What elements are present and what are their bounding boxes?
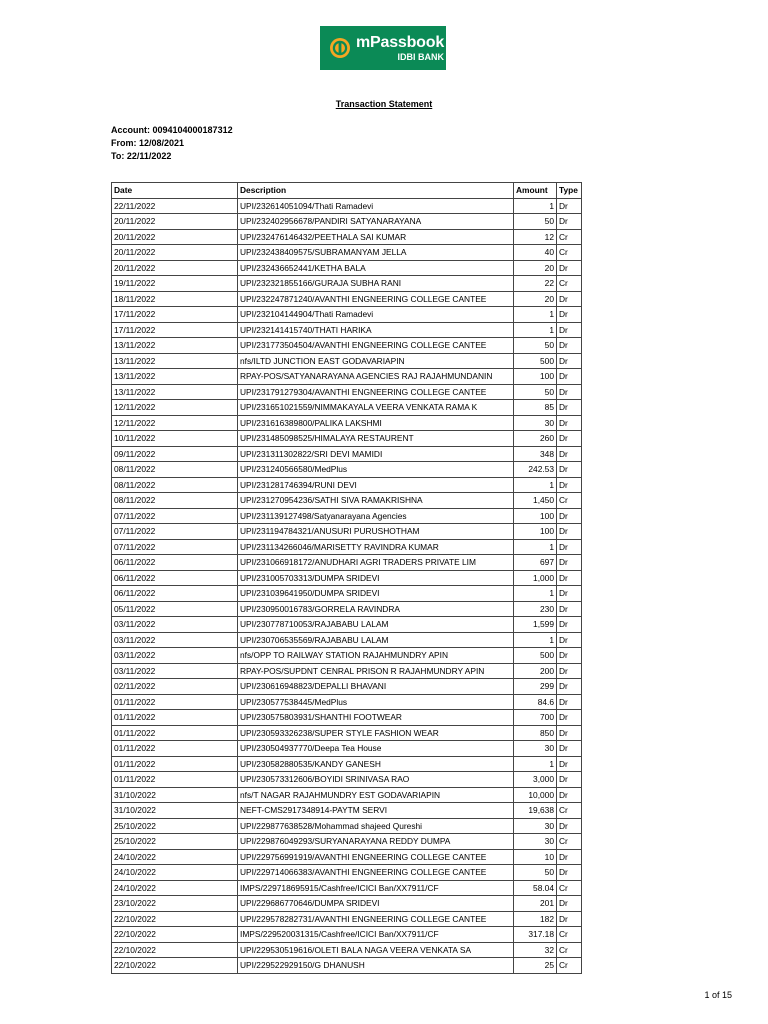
cell-date: 22/11/2022 bbox=[112, 198, 238, 214]
cell-type: Cr bbox=[557, 493, 582, 509]
cell-type: Dr bbox=[557, 911, 582, 927]
table-row bbox=[112, 880, 582, 896]
cell-date: 01/11/2022 bbox=[112, 725, 238, 741]
cell-date: 10/11/2022 bbox=[112, 431, 238, 447]
cell-type: Dr bbox=[557, 369, 582, 385]
cell-amount: 85 bbox=[514, 400, 557, 416]
cell-amount: 30 bbox=[514, 741, 557, 757]
cell-date: 20/11/2022 bbox=[112, 260, 238, 276]
cell-type: Dr bbox=[557, 570, 582, 586]
cell-description: UPI/229530519616/OLETI BALA NAGA VEERA VENKATA SA bbox=[238, 942, 514, 958]
cell-description: UPI/229756991919/AVANTHI ENGNEERING COLLEGE CANTEE bbox=[238, 849, 514, 865]
table-row bbox=[112, 694, 582, 710]
cell-date: 22/10/2022 bbox=[112, 942, 238, 958]
cell-amount: 1,000 bbox=[514, 570, 557, 586]
cell-type: Cr bbox=[557, 942, 582, 958]
cell-amount: 40 bbox=[514, 245, 557, 261]
cell-description: nfs/ILTD JUNCTION EAST GODAVARIAPIN bbox=[238, 353, 514, 369]
cell-amount: 100 bbox=[514, 524, 557, 540]
cell-type: Dr bbox=[557, 400, 582, 416]
from-date: From: 12/08/2021 bbox=[111, 138, 185, 148]
table-row bbox=[112, 229, 582, 245]
cell-date: 20/11/2022 bbox=[112, 214, 238, 230]
cell-date: 07/11/2022 bbox=[112, 508, 238, 524]
cell-type: Dr bbox=[557, 787, 582, 803]
cell-date: 01/11/2022 bbox=[112, 710, 238, 726]
table-row bbox=[112, 477, 582, 493]
cell-date: 13/11/2022 bbox=[112, 338, 238, 354]
cell-amount: 32 bbox=[514, 942, 557, 958]
cell-description: UPI/232247871240/AVANTHI ENGNEERING COLLEGE CANTEE bbox=[238, 291, 514, 307]
cell-type: Dr bbox=[557, 477, 582, 493]
transaction-table bbox=[111, 182, 582, 974]
cell-amount: 200 bbox=[514, 663, 557, 679]
header-date: Date bbox=[112, 183, 238, 199]
cell-description: UPI/230950016783/GORRELA RAVINDRA bbox=[238, 601, 514, 617]
cell-description: UPI/230577538445/MedPlus bbox=[238, 694, 514, 710]
cell-amount: 3,000 bbox=[514, 772, 557, 788]
cell-description: UPI/231139127498/Satyanarayana Agencies bbox=[238, 508, 514, 524]
table-row bbox=[112, 756, 582, 772]
cell-type: Dr bbox=[557, 260, 582, 276]
table-row bbox=[112, 198, 582, 214]
cell-date: 22/10/2022 bbox=[112, 927, 238, 943]
cell-description: UPI/230573312606/BOYIDI SRINIVASA RAO bbox=[238, 772, 514, 788]
cell-description: UPI/231194784321/ANUSURI PURUSHOTHAM bbox=[238, 524, 514, 540]
cell-date: 25/10/2022 bbox=[112, 834, 238, 850]
cell-amount: 84.6 bbox=[514, 694, 557, 710]
cell-amount: 1 bbox=[514, 632, 557, 648]
table-row bbox=[112, 524, 582, 540]
cell-description: IMPS/229718695915/Cashfree/ICICI Ban/XX7911/CF bbox=[238, 880, 514, 896]
cell-type: Dr bbox=[557, 710, 582, 726]
table-row bbox=[112, 586, 582, 602]
cell-description: UPI/231066918172/ANUDHARI AGRI TRADERS PRIVATE LIM bbox=[238, 555, 514, 571]
cell-type: Dr bbox=[557, 198, 582, 214]
cell-type: Dr bbox=[557, 555, 582, 571]
cell-type: Dr bbox=[557, 338, 582, 354]
cell-description: UPI/232476146432/PEETHALA SAI KUMAR bbox=[238, 229, 514, 245]
cell-date: 08/11/2022 bbox=[112, 462, 238, 478]
table-row bbox=[112, 787, 582, 803]
cell-amount: 10 bbox=[514, 849, 557, 865]
cell-type: Dr bbox=[557, 586, 582, 602]
cell-description: UPI/232141415740/THATI HARIKA bbox=[238, 322, 514, 338]
cell-type: Dr bbox=[557, 539, 582, 555]
table-row bbox=[112, 260, 582, 276]
cell-description: UPI/229686770646/DUMPA SRIDEVI bbox=[238, 896, 514, 912]
header-description: Description bbox=[238, 183, 514, 199]
table-row bbox=[112, 291, 582, 307]
table-row bbox=[112, 353, 582, 369]
cell-description: UPI/229578282731/AVANTHI ENGNEERING COLLEGE CANTEE bbox=[238, 911, 514, 927]
cell-amount: 1 bbox=[514, 322, 557, 338]
cell-description: UPI/231485098525/HIMALAYA RESTAURENT bbox=[238, 431, 514, 447]
cell-date: 06/11/2022 bbox=[112, 555, 238, 571]
cell-type: Dr bbox=[557, 601, 582, 617]
cell-amount: 1 bbox=[514, 756, 557, 772]
cell-description: UPI/230616948823/DEPALLI BHAVANI bbox=[238, 679, 514, 695]
cell-amount: 230 bbox=[514, 601, 557, 617]
cell-date: 12/11/2022 bbox=[112, 415, 238, 431]
cell-type: Dr bbox=[557, 896, 582, 912]
cell-description: UPI/229877638528/Mohammad shajeed Qureshi bbox=[238, 818, 514, 834]
cell-description: UPI/230504937770/Deepa Tea House bbox=[238, 741, 514, 757]
cell-amount: 850 bbox=[514, 725, 557, 741]
cell-description: UPI/232614051094/Thati Ramadevi bbox=[238, 198, 514, 214]
table-row bbox=[112, 679, 582, 695]
cell-type: Dr bbox=[557, 415, 582, 431]
cell-amount: 1 bbox=[514, 539, 557, 555]
cell-date: 06/11/2022 bbox=[112, 570, 238, 586]
cell-description: UPI/232438409575/SUBRAMANYAM JELLA bbox=[238, 245, 514, 261]
cell-type: Dr bbox=[557, 291, 582, 307]
table-row bbox=[112, 958, 582, 974]
cell-date: 23/10/2022 bbox=[112, 896, 238, 912]
table-row bbox=[112, 570, 582, 586]
cell-date: 13/11/2022 bbox=[112, 369, 238, 385]
cell-description: UPI/231616389800/PALIKA LAKSHMI bbox=[238, 415, 514, 431]
table-row bbox=[112, 431, 582, 447]
table-row bbox=[112, 725, 582, 741]
cell-type: Dr bbox=[557, 462, 582, 478]
table-header-row bbox=[112, 183, 582, 199]
cell-description: UPI/232321855166/GURAJA SUBHA RANI bbox=[238, 276, 514, 292]
cell-type: Dr bbox=[557, 679, 582, 695]
cell-description: UPI/231311302822/SRI DEVI MAMIDI bbox=[238, 446, 514, 462]
cell-description: nfs/OPP TO RAILWAY STATION RAJAHMUNDRY APIN bbox=[238, 648, 514, 664]
account-number: Account: 0094104000187312 bbox=[111, 125, 233, 135]
table-row bbox=[112, 539, 582, 555]
cell-type: Dr bbox=[557, 322, 582, 338]
cell-type: Dr bbox=[557, 307, 582, 323]
cell-date: 02/11/2022 bbox=[112, 679, 238, 695]
cell-date: 07/11/2022 bbox=[112, 539, 238, 555]
cell-amount: 30 bbox=[514, 834, 557, 850]
cell-amount: 25 bbox=[514, 958, 557, 974]
cell-type: Dr bbox=[557, 384, 582, 400]
cell-date: 03/11/2022 bbox=[112, 617, 238, 633]
cell-date: 03/11/2022 bbox=[112, 663, 238, 679]
cell-amount: 10,000 bbox=[514, 787, 557, 803]
cell-date: 08/11/2022 bbox=[112, 493, 238, 509]
cell-amount: 1,599 bbox=[514, 617, 557, 633]
cell-description: UPI/229876049293/SURYANARAYANA REDDY DUMPA bbox=[238, 834, 514, 850]
cell-amount: 700 bbox=[514, 710, 557, 726]
cell-type: Dr bbox=[557, 849, 582, 865]
cell-amount: 58.04 bbox=[514, 880, 557, 896]
cell-description: UPI/231240566580/MedPlus bbox=[238, 462, 514, 478]
cell-date: 19/11/2022 bbox=[112, 276, 238, 292]
cell-amount: 30 bbox=[514, 818, 557, 834]
idbi-mpassbook-logo bbox=[320, 26, 446, 70]
cell-description: UPI/231281746394/RUNI DEVI bbox=[238, 477, 514, 493]
table-row bbox=[112, 369, 582, 385]
cell-amount: 1 bbox=[514, 477, 557, 493]
cell-description: RPAY-POS/SATYANARAYANA AGENCIES RAJ RAJAHMUNDANIN bbox=[238, 369, 514, 385]
cell-type: Dr bbox=[557, 694, 582, 710]
cell-amount: 50 bbox=[514, 338, 557, 354]
cell-type: Dr bbox=[557, 756, 582, 772]
cell-type: Dr bbox=[557, 663, 582, 679]
cell-amount: 697 bbox=[514, 555, 557, 571]
cell-date: 03/11/2022 bbox=[112, 648, 238, 664]
cell-description: UPI/230582880535/KANDY GANESH bbox=[238, 756, 514, 772]
cell-amount: 317.18 bbox=[514, 927, 557, 943]
table-row bbox=[112, 849, 582, 865]
table-row bbox=[112, 663, 582, 679]
cell-amount: 1 bbox=[514, 198, 557, 214]
cell-description: UPI/231270954236/SATHI SIVA RAMAKRISHNA bbox=[238, 493, 514, 509]
cell-amount: 1 bbox=[514, 586, 557, 602]
header-amount: Amount bbox=[514, 183, 557, 199]
cell-date: 01/11/2022 bbox=[112, 772, 238, 788]
cell-date: 13/11/2022 bbox=[112, 353, 238, 369]
cell-type: Dr bbox=[557, 508, 582, 524]
cell-amount: 1,450 bbox=[514, 493, 557, 509]
cell-description: UPI/231134266046/MARISETTY RAVINDRA KUMAR bbox=[238, 539, 514, 555]
cell-date: 25/10/2022 bbox=[112, 818, 238, 834]
cell-date: 03/11/2022 bbox=[112, 632, 238, 648]
table-row bbox=[112, 927, 582, 943]
header-type: Type bbox=[557, 183, 582, 199]
cell-amount: 242.53 bbox=[514, 462, 557, 478]
cell-type: Dr bbox=[557, 214, 582, 230]
cell-date: 17/11/2022 bbox=[112, 322, 238, 338]
cell-type: Dr bbox=[557, 617, 582, 633]
cell-description: UPI/229522929150/G DHANUSH bbox=[238, 958, 514, 974]
statement-title: Transaction Statement bbox=[335, 99, 433, 109]
cell-amount: 50 bbox=[514, 214, 557, 230]
cell-description: NEFT-CMS2917348914-PAYTM SERVI bbox=[238, 803, 514, 819]
cell-amount: 50 bbox=[514, 384, 557, 400]
account-details bbox=[111, 124, 233, 163]
table-row bbox=[112, 446, 582, 462]
cell-amount: 20 bbox=[514, 260, 557, 276]
cell-date: 18/11/2022 bbox=[112, 291, 238, 307]
idbi-emblem-icon bbox=[329, 37, 351, 59]
cell-type: Dr bbox=[557, 353, 582, 369]
cell-description: UPI/231773504504/AVANTHI ENGNEERING COLLEGE CANTEE bbox=[238, 338, 514, 354]
cell-amount: 500 bbox=[514, 353, 557, 369]
cell-type: Dr bbox=[557, 632, 582, 648]
cell-date: 06/11/2022 bbox=[112, 586, 238, 602]
cell-type: Dr bbox=[557, 818, 582, 834]
cell-date: 07/11/2022 bbox=[112, 524, 238, 540]
cell-description: nfs/T NAGAR RAJAHMUNDRY EST GODAVARIAPIN bbox=[238, 787, 514, 803]
cell-date: 13/11/2022 bbox=[112, 384, 238, 400]
cell-type: Dr bbox=[557, 648, 582, 664]
cell-date: 24/10/2022 bbox=[112, 849, 238, 865]
cell-date: 05/11/2022 bbox=[112, 601, 238, 617]
cell-amount: 299 bbox=[514, 679, 557, 695]
table-row bbox=[112, 555, 582, 571]
transaction-rows bbox=[112, 198, 582, 973]
table-row bbox=[112, 307, 582, 323]
cell-amount: 348 bbox=[514, 446, 557, 462]
cell-type: Dr bbox=[557, 741, 582, 757]
table-row bbox=[112, 911, 582, 927]
cell-date: 17/11/2022 bbox=[112, 307, 238, 323]
cell-amount: 500 bbox=[514, 648, 557, 664]
table-row bbox=[112, 772, 582, 788]
cell-date: 12/11/2022 bbox=[112, 400, 238, 416]
cell-description: UPI/231005703313/DUMPA SRIDEVI bbox=[238, 570, 514, 586]
table-row bbox=[112, 384, 582, 400]
cell-date: 01/11/2022 bbox=[112, 756, 238, 772]
cell-amount: 260 bbox=[514, 431, 557, 447]
cell-type: Dr bbox=[557, 772, 582, 788]
cell-description: UPI/231651021559/NIMMAKAYALA VEERA VENKATA RAMA K bbox=[238, 400, 514, 416]
to-date: To: 22/11/2022 bbox=[111, 151, 172, 161]
table-row bbox=[112, 400, 582, 416]
cell-description: UPI/232104144904/Thati Ramadevi bbox=[238, 307, 514, 323]
cell-description: UPI/230706535569/RAJABABU LALAM bbox=[238, 632, 514, 648]
logo-bank-name: IDBI BANK bbox=[397, 51, 445, 62]
cell-type: Cr bbox=[557, 803, 582, 819]
cell-type: Dr bbox=[557, 431, 582, 447]
table-row bbox=[112, 245, 582, 261]
table-row bbox=[112, 415, 582, 431]
table-row bbox=[112, 462, 582, 478]
cell-date: 31/10/2022 bbox=[112, 787, 238, 803]
cell-type: Dr bbox=[557, 865, 582, 881]
cell-description: UPI/232402956678/PANDIRI SATYANARAYANA bbox=[238, 214, 514, 230]
table-row bbox=[112, 338, 582, 354]
cell-type: Cr bbox=[557, 958, 582, 974]
cell-description: IMPS/229520031315/Cashfree/ICICI Ban/XX7911/CF bbox=[238, 927, 514, 943]
table-row bbox=[112, 896, 582, 912]
cell-amount: 201 bbox=[514, 896, 557, 912]
cell-date: 20/11/2022 bbox=[112, 245, 238, 261]
cell-description: UPI/230778710053/RAJABABU LALAM bbox=[238, 617, 514, 633]
table-row bbox=[112, 617, 582, 633]
cell-type: Cr bbox=[557, 880, 582, 896]
cell-amount: 1 bbox=[514, 307, 557, 323]
cell-type: Cr bbox=[557, 229, 582, 245]
page-number: 1 of 15 bbox=[704, 990, 732, 1000]
cell-amount: 30 bbox=[514, 415, 557, 431]
table-row bbox=[112, 818, 582, 834]
cell-date: 01/11/2022 bbox=[112, 694, 238, 710]
cell-date: 24/10/2022 bbox=[112, 880, 238, 896]
cell-date: 01/11/2022 bbox=[112, 741, 238, 757]
cell-date: 09/11/2022 bbox=[112, 446, 238, 462]
cell-type: Cr bbox=[557, 245, 582, 261]
cell-date: 22/10/2022 bbox=[112, 911, 238, 927]
cell-description: UPI/230575803931/SHANTHI FOOTWEAR bbox=[238, 710, 514, 726]
cell-amount: 12 bbox=[514, 229, 557, 245]
cell-date: 22/10/2022 bbox=[112, 958, 238, 974]
cell-date: 24/10/2022 bbox=[112, 865, 238, 881]
table-row bbox=[112, 834, 582, 850]
logo-title: mPassbook bbox=[356, 33, 445, 51]
table-row bbox=[112, 803, 582, 819]
cell-amount: 19,638 bbox=[514, 803, 557, 819]
cell-type: Cr bbox=[557, 834, 582, 850]
table-row bbox=[112, 508, 582, 524]
table-row bbox=[112, 942, 582, 958]
cell-description: RPAY-POS/SUPDNT CENRAL PRISON R RAJAHMUNDRY APIN bbox=[238, 663, 514, 679]
table-row bbox=[112, 601, 582, 617]
cell-description: UPI/232436652441/KETHA BALA bbox=[238, 260, 514, 276]
table-row bbox=[112, 710, 582, 726]
cell-amount: 22 bbox=[514, 276, 557, 292]
cell-description: UPI/231791279304/AVANTHI ENGNEERING COLLEGE CANTEE bbox=[238, 384, 514, 400]
cell-type: Dr bbox=[557, 725, 582, 741]
cell-description: UPI/230593326238/SUPER STYLE FASHION WEAR bbox=[238, 725, 514, 741]
table-row bbox=[112, 648, 582, 664]
cell-amount: 100 bbox=[514, 369, 557, 385]
table-row bbox=[112, 632, 582, 648]
table-row bbox=[112, 493, 582, 509]
cell-amount: 20 bbox=[514, 291, 557, 307]
cell-type: Dr bbox=[557, 446, 582, 462]
table-row bbox=[112, 276, 582, 292]
table-row bbox=[112, 865, 582, 881]
cell-type: Cr bbox=[557, 276, 582, 292]
cell-description: UPI/231039641950/DUMPA SRIDEVI bbox=[238, 586, 514, 602]
table-row bbox=[112, 214, 582, 230]
cell-date: 31/10/2022 bbox=[112, 803, 238, 819]
table-row bbox=[112, 741, 582, 757]
cell-type: Dr bbox=[557, 524, 582, 540]
cell-amount: 100 bbox=[514, 508, 557, 524]
cell-amount: 50 bbox=[514, 865, 557, 881]
cell-description: UPI/229714066383/AVANTHI ENGNEERING COLLEGE CANTEE bbox=[238, 865, 514, 881]
cell-date: 08/11/2022 bbox=[112, 477, 238, 493]
cell-type: Cr bbox=[557, 927, 582, 943]
cell-date: 20/11/2022 bbox=[112, 229, 238, 245]
cell-amount: 182 bbox=[514, 911, 557, 927]
table-row bbox=[112, 322, 582, 338]
